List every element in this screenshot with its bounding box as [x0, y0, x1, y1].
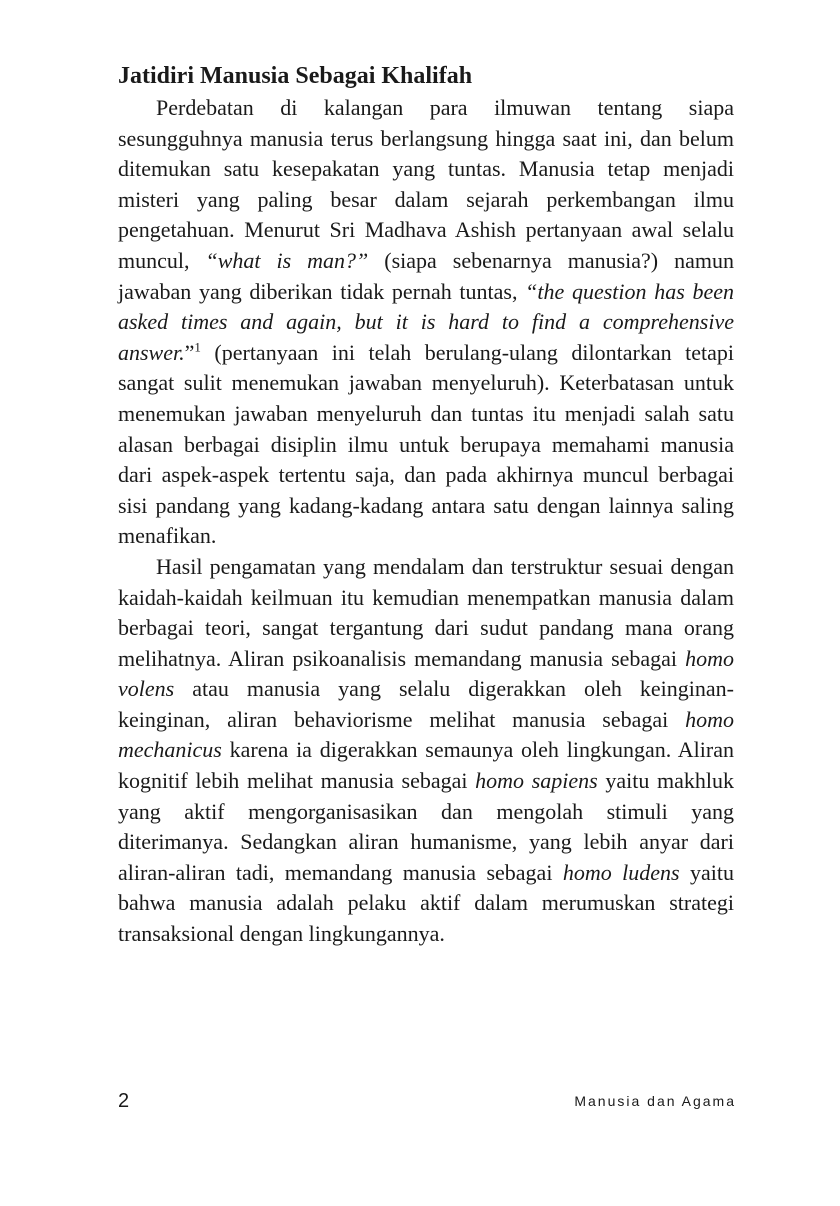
paragraph-2-text-e: yaitu bahwa manusia adalah pelaku aktif dalam merumuskan strategi transaksional dengan lingkungannya.	[118, 859, 734, 947]
paragraph-2-text-b: atau manusia yang selalu digerakkan oleh keinginan-keinginan, aliran behaviorisme melihat manusia sebagai	[118, 676, 734, 732]
quote-close-mark: ”	[184, 339, 195, 365]
paragraph-2	[118, 552, 734, 950]
running-footer-title: Manusia dan Agama	[574, 1093, 736, 1109]
paragraph-2-text-c: karena ia digerakkan semaunya oleh lingkungan. Aliran kognitif lebih melihat manusia sebagai	[118, 737, 734, 794]
term-homo-sapiens: homo sapiens	[475, 768, 598, 794]
page-body	[118, 62, 734, 950]
quote-what-is-man: “what is man?”	[205, 247, 369, 273]
paragraph-1	[118, 93, 734, 552]
paragraph-1-text-b: (siapa sebenarnya manusia?) namun jawaban yang diberikan tidak pernah tuntas,	[118, 247, 734, 304]
paragraph-1-text-c: (pertanyaan ini telah berulang-ulang dilontarkan tetapi sangat sulit menemukan jawaban menyeluruh). Keterbatasan untuk menemukan jawaban menyeluruh dan tuntas itu menjadi salah satu alasan berbagai disiplin ilmu untuk berupaya memahami manusia dari aspek-aspek tertentu saja, dan pada akhirnya muncul berbagai sisi pandang yang kadang-kadang antara satu dengan lainnya saling menafikan.	[118, 339, 734, 549]
term-homo-volens: homo volens	[118, 645, 734, 702]
quote-english-question: “the question has been asked times and again, but it is hard to find a comprehensive answer.	[118, 278, 734, 365]
paragraph-2-text-d: yaitu makhluk yang aktif mengorganisasikan dan mengolah stimuli yang diterimanya. Sedangkan aliran humanisme, yang lebih anyar dari aliran-aliran tadi, memandang manusia sebagai	[118, 768, 734, 885]
paragraph-2-text-a: Hasil pengamatan yang mendalam dan terstruktur sesuai dengan kaidah-kaidah keilmuan itu kemudian menempatkan manusia dalam berbagai teori, sangat tergantung dari sudut pandang mana orang melihatnya. Aliran psikoanalisis memandang manusia sebagai	[118, 553, 734, 671]
term-homo-mechanicus: homo mechanicus	[118, 706, 734, 763]
footnote-marker[interactable]: 1	[194, 339, 201, 355]
section-heading: Jatidiri Manusia Sebagai Khalifah	[118, 63, 473, 89]
term-homo-ludens: homo ludens	[562, 859, 680, 885]
paragraph-1-text-a: Perdebatan di kalangan para ilmuwan tentang siapa sesungguhnya manusia terus berlangsung hingga saat ini, dan belum ditemukan satu kesepakatan yang tuntas. Manusia tetap menjadi misteri yang paling besar dalam sejarah perkembangan ilmu pengetahuan. Menurut Sri Madhava Ashish pertanyaan awal selalu muncul,	[118, 95, 734, 273]
page-number: 2	[118, 1090, 130, 1112]
